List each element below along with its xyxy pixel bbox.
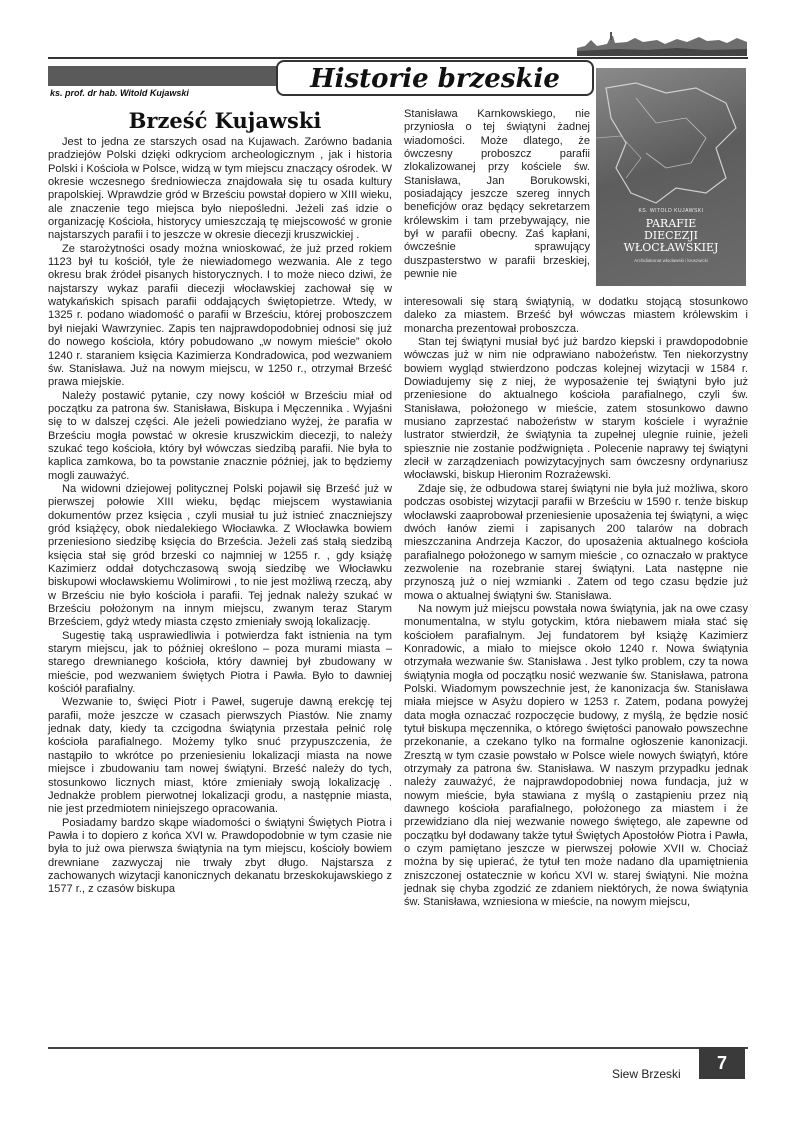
book-cover-image <box>596 68 746 286</box>
magazine-name: Siew Brzeski <box>612 1067 681 1081</box>
article-title: Brześć Kujawski <box>128 108 322 133</box>
paragraph: interesowali się starą świątynią, w dodatku stojącą stosunkowo daleko za miastem. Brześć był wówczas miastem królewskim i monarcha prezentował proboszcza. <box>404 296 748 335</box>
paragraph: Wezwanie to, święci Piotr i Paweł, sugeruje dawną erekcję tej parafii, może jeszcze w czasach pierwszych Piastów. Nie znamy jednak daty, kiedy ta czcigodna świątynia przestała pełnić rolę kościoła parafialnego. Możemy tylko snuć przypuszczenia, że nastąpiło to wkrótce po przeniesieniu lokalizacji miasta na nowe miejsce i zbudowaniu tam nowej świątyni. Brześć należy do tych, stosunkowo licznych miast, które zmieniały swoją lokalizację . Jednakże problem pierwotnej lokalizacji grodu, a następnie miasta, nie jest przedmiotem niniejszego opracowania. <box>48 696 392 816</box>
paragraph: Na widowni dziejowej politycznej Polski pojawił się Brześć już w pierwszej połowie XIII wieku, będąc miejscem wystawiania dokumentów przez księcia , czyli musiał tu już istnieć znaczniejszy gród książęcy, obok niedalekiego Włocławka. Z Włocławka bowiem przeniesiono siedzibę księcia do Brześcia. Jeżeli zaś stałą siedzibą księcia stał się gród brzeski co najmniej w 1255 r. , gdy książę Kazimierz oddał dotychczasową swoją siedzibę we Włocławku biskupowi włocławskiemu Wolimirowi , to nie jest możliwą rzeczą, aby w Brześciu nie było kościoła i parafii. Tej jednak należy szukać w Brześciu położonym na innym miejscu, zwanym teraz Starym Brześciem, gdyż wtedy miasta często zmieniały swoją lokalizację. <box>48 482 392 629</box>
paragraph: Sugestię taką usprawiedliwia i potwierdza fakt istnienia na tym starym miejscu, jak to później określono – poza murami miasta – starego drewnianego kościoła, który dawniej był zbudowany w mieście, pod wezwaniem świętych Piotra i Pawła. Było to dawniej kościół parafialny. <box>48 629 392 696</box>
book-author: KS. WITOLD KUJAWSKI <box>638 208 704 214</box>
town-skyline-image <box>577 28 747 56</box>
paragraph: Stan tej świątyni musiał być już bardzo kiepski i prawdopodobnie wówczas już w nim nie odprawiano nabożeństw. Ten niekorzystny bowiem wygląd stwierdzono podczas kolejnej wizytacji w 1584 r. Dowiadujemy się z niej, że wyposażenie tej świątyni było już przeniesione do aktualnego kościoła parafialnego, czyli św. Stanisława, położonego w mieście, zatem stosunkowo dawno musiano zaprzestać nabożeństw w starym kościele i wyraźnie lustrator stwierdził, że świątynia ta zupełnej ulegnie ruinie, jeżeli spiesznie nie zostanie podźwignięta . Polecenie naprawy tej świątyni zlecił w zarządzeniach powizytacyjnych sam ówczesny ordynariusz włocławski, biskup Hieronim Rozrażewski. <box>404 336 748 482</box>
book-title: PARAFIE DIECEZJI WŁOCŁAWSKIEJ <box>623 217 719 254</box>
book-subtitle: Archidiakonat włocławski i kruszwicki <box>634 258 708 263</box>
top-rule <box>48 57 748 59</box>
section-title: Historie brzeskie <box>276 60 594 96</box>
paragraph: Stanisława Karnkowskiego, nie przyniosła o tej świątyni żadnej wiadomości. Może dlatego, że ówczesny proboszcz parafii zlokalizowanej przy kościele św. Stanisława, Jan Borukowski, posiadający jeszcze szereg innych beneficjów oraz będący sekretarzem królewskim i tam przebywający, nie był w parafii obecny. Zaś kapłani, ówcześnie sprawujący duszpasterstwo w parafii brzeskiej, pewnie nie <box>404 108 590 281</box>
column-right-top <box>404 108 590 281</box>
paragraph: Ze starożytności osady można wnioskować, że już przed rokiem 1123 był tu kościół, tyle że niewiadomego wezwania. Ale z tego okresu brak źródeł pisanych historycznych. I to może nieco dziwi, że najstarszy wykaz parafii diecezji włocławskiej zachował się w watykańskich spisach parafii oddających świętopietrze. Wtedy, w 1325 r. podano wiadomość o parafii w Brześciu, której proboszczem był niejaki Wawrzyniec. Zapis ten najprawdopodobniej odnosi się już do nowego kościoła, który pobudowano „w nowym mieście” około 1240 r. staraniem księcia Kazimierza Kondradowica, pod wezwaniem św. Stanisława. Już na nowym miejscu, w 1250 r., otrzymał Brześć prawa miejskie. <box>48 242 392 389</box>
column-right <box>404 296 748 910</box>
paragraph: Należy postawić pytanie, czy nowy kościół w Brześciu miał od początku za patrona św. Stanisława, Biskupa i Męczennika . Wyjaśni się to w dalszej części. Ale jeżeli powiedziano wyżej, że parafia w Brześciu mogła powstać w okresie kruszwickim diecezji, to należy szukać tego kościoła, który był wówczas siedzibą parafii. Nie była to kaplica zamkowa, bo ta powstanie znacznie później, jak to będziemy mogli zauważyć. <box>48 389 392 482</box>
paragraph: Posiadamy bardzo skąpe wiadomości o świątyni Świętych Piotra i Pawła i to dopiero z końca XVI w. Prawdopodobnie w tym czasie nie była to już owa pierwsza świątynia na tym miejscu, kościoły bowiem drewniane zazwyczaj nie trwały zbyt długo. Najstarsza z zachowanych wizytacji kanonicznych dekanatu brzeskokujawskiego z 1577 r., z czasów biskupa <box>48 816 392 896</box>
author-name: ks. prof. dr hab. Witold Kujawski <box>50 88 189 98</box>
page-number: 7 <box>699 1047 745 1079</box>
bottom-rule <box>48 1047 748 1049</box>
paragraph: Zdaje się, że odbudowa starej świątyni nie była już możliwa, skoro podczas osobistej wizytacji parafii w Brześciu w 1590 r. tenże biskup włocławski zaaprobował przeniesienie uposażenia tej świątyni, a więc dwóch łanów ziemi i zapisanych 200 talarów na dobrach mieszczanina Andrzeja Kaczor, do uposażenia aktualnego kościoła parafialnego położonego w samym mieście , co oznaczało w praktyce zezwolenie na rozebranie starej świątyni. Lata następne nie przynoszą już o niej wzmianki . Zatem od tego czasu będzie już mowa o aktualnej świątyni św. Stanisława. <box>404 482 748 602</box>
paragraph: Na nowym już miejscu powstała nowa świątynia, jak na owe czasy monumentalna, w stylu gotyckim, która niebawem miała stać się kościołem parafialnym. Jej fundatorem był książę Kazimierz Konradowic, a miało to miejsce około 1240 r. Nowa świątynia otrzymała wezwanie św. Stanisława . Jest tylko problem, czy ta nowa świątynia mogła od początku nosić wezwanie św. Stanisława, patrona Polski. Wiadomym powszechnie jest, że kanonizacja św. Stanisława miała miejsce w Asyżu dopiero w 1253 r. Zatem, podana powyżej data mogła oznaczać rozpoczęcie budowy, z myślą, że będzie nosić tytuł biskupa męczennika, o którego świętości panowało powszechne przekonanie, a czekano tylko na formalne ogłoszenie kanonizacji. Zresztą w tym czasie powstało w Polsce wiele nowych świątyń, które otrzymały za patrona św. Stanisława. W naszym przypadku jednak należy zauważyć, że najprawdopodobniej nowa fundacja, już w nowym mieście, była stawiana z myślą o zastąpieniu przez nią dawnego kościoła parafialnego, położonego za miastem i że przewidziano dla niej wezwanie nowego świętego, ale zapewne od początku był dodawany także tytuł Świętych Apostołów Piotra i Pawła, o czym pamiętano jeszcze w pierwszej połowie XVII w. Chociaż można by się upierać, że tytuł ten może nadano dla upamiętnienia zniszczonej ostatecznie w końcu XVI w. starej świątyni. Nie można jednak się chyba zgodzić ze zdaniem niektórych, że nowa świątynia św. Stanisława, wzniesiona w mieście, na nowym miejscu, <box>404 602 748 909</box>
paragraph: Jest to jedna ze starszych osad na Kujawach. Zarówno badania pradziejów Polski dzięki odkryciom archeologicznym , jak i historia Polski i Kościoła w Polsce, widzą w tym miejscu znaczący ośrodek. W okresie wczesnego średniowiecza znajdowała się tu osada kultury prapolskiej. Wprawdzie gród w Brześciu powstał dopiero w XIII wieku, ale znaczenie tego miejsca było niepośledni. Jeżeli zaś idzie o organizację Kościoła, historycy umieszczają tę miejscowość w gronie najstarszych parafii i to jeszcze w okresie diecezji kruszwickiej . <box>48 136 392 242</box>
column-left <box>48 136 392 897</box>
